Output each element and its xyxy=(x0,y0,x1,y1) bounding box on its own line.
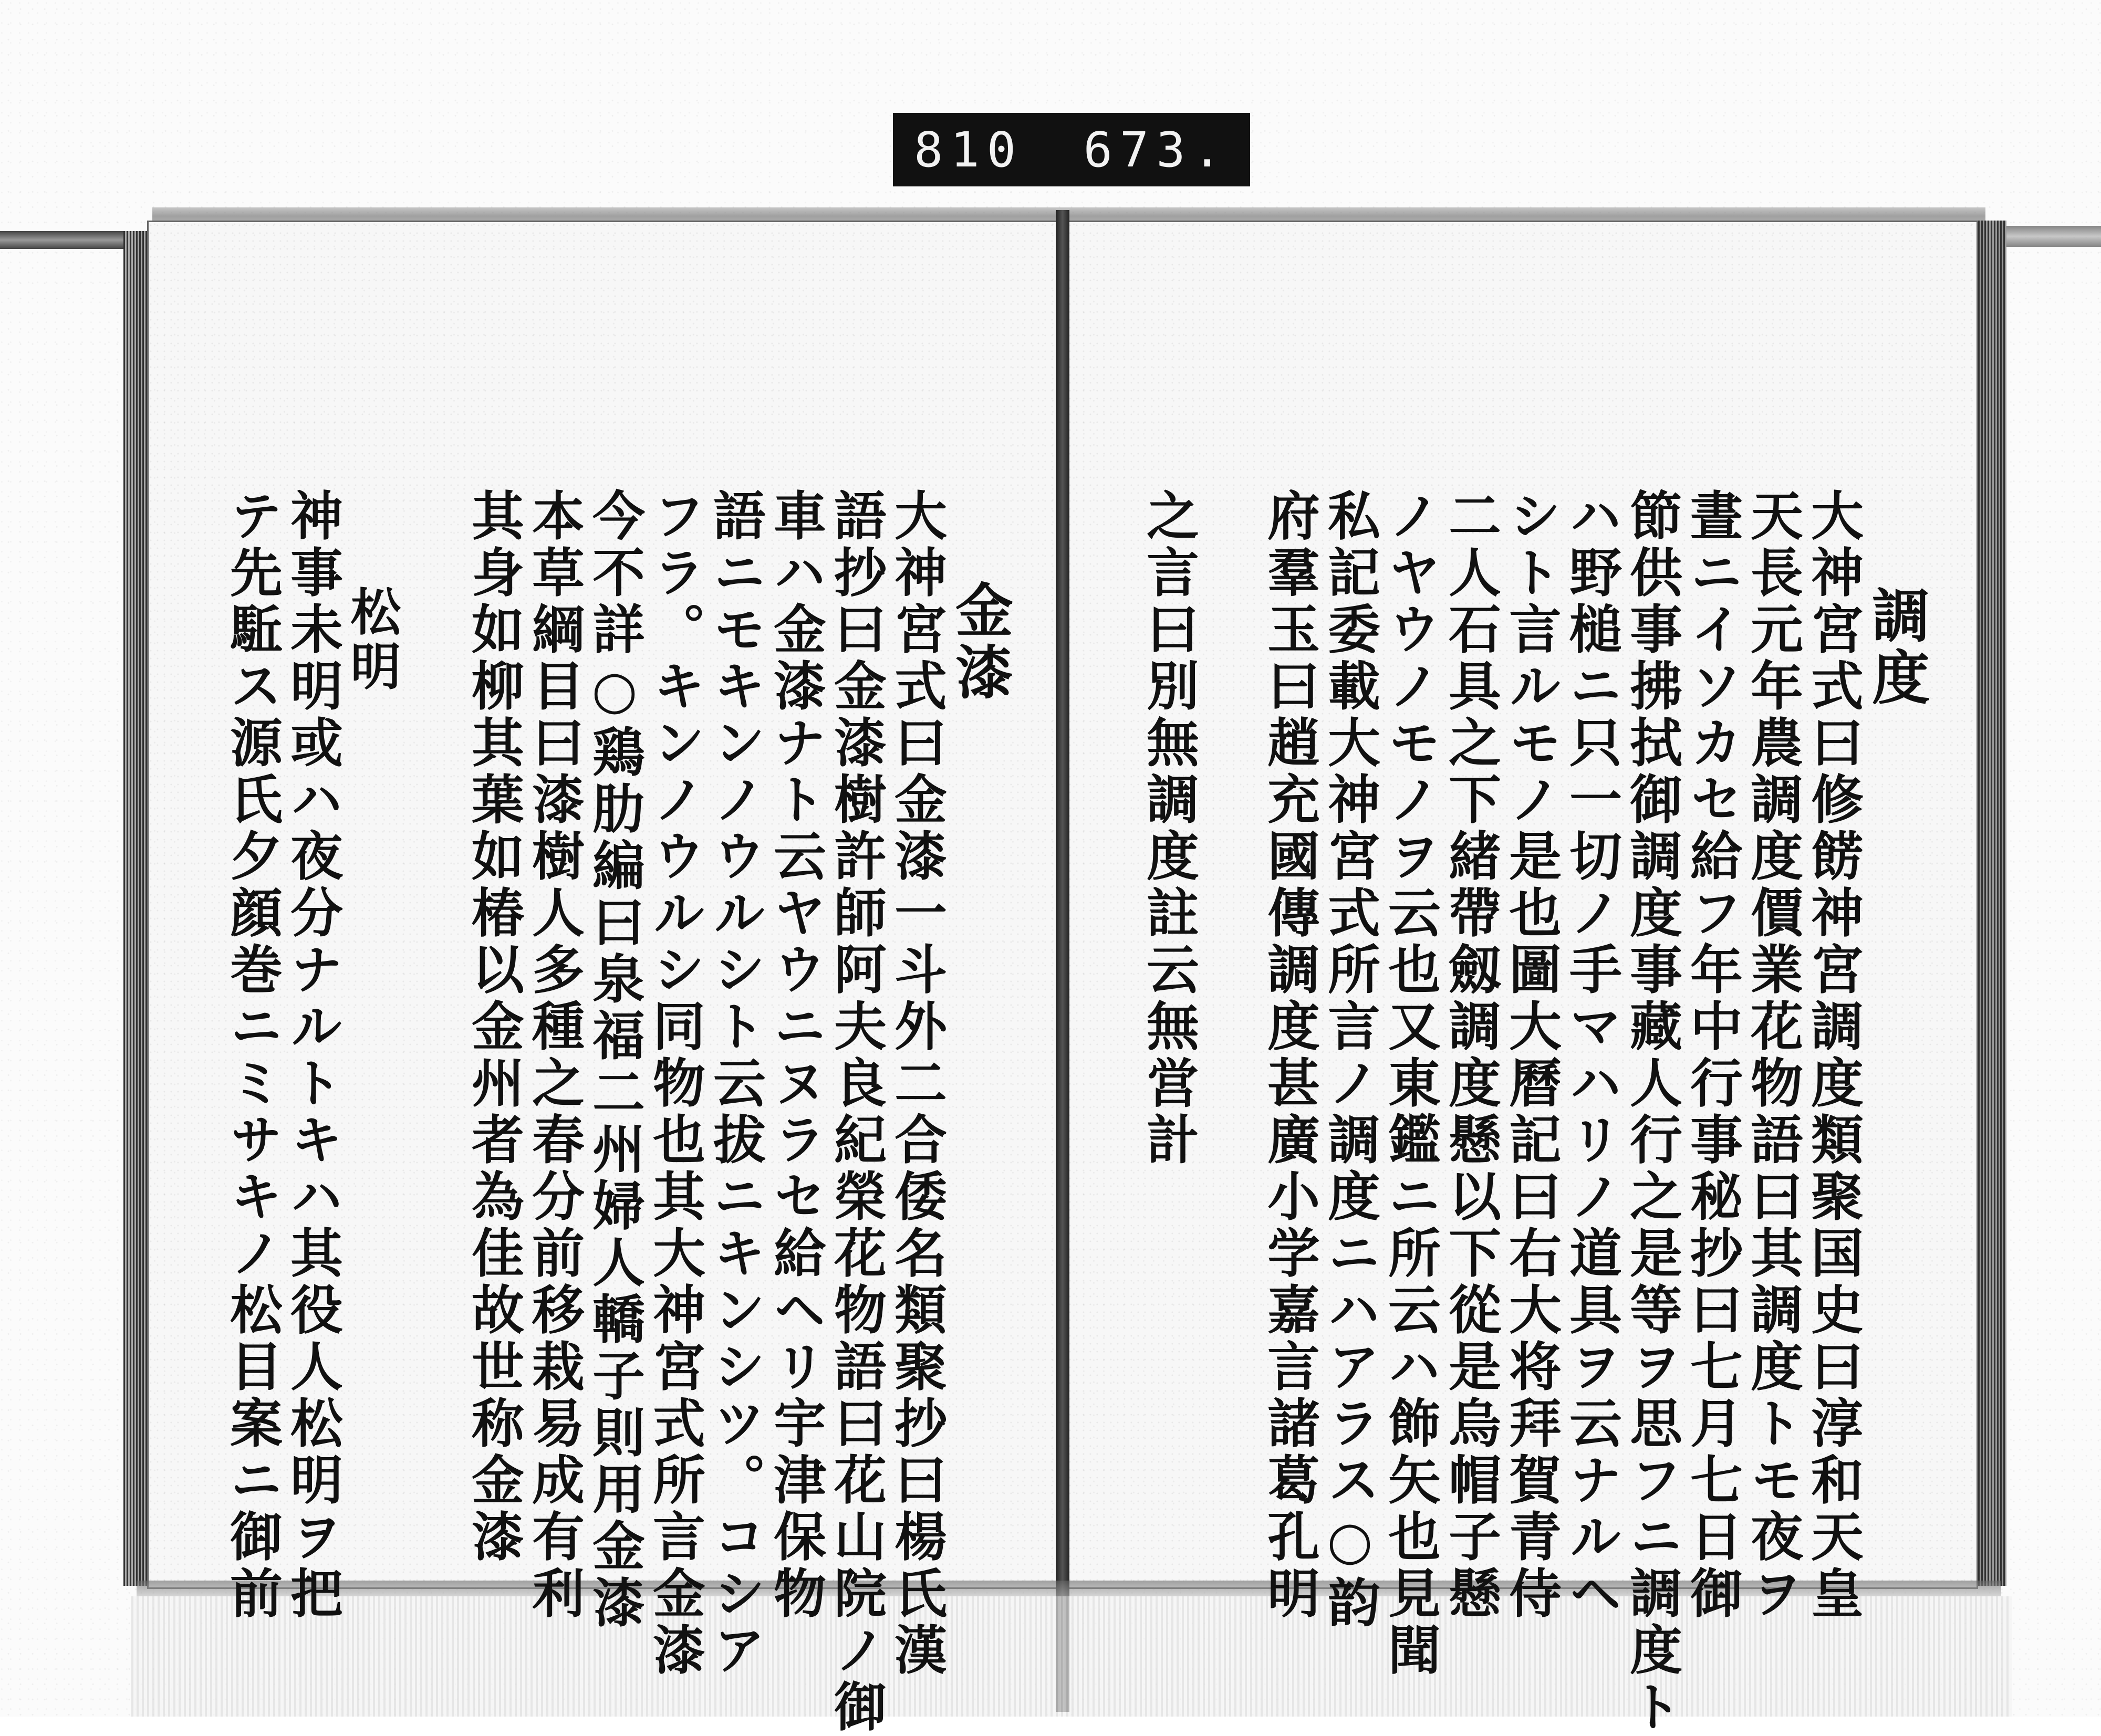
catalog-label xyxy=(893,113,1250,186)
right-page-line: 晝ニイソカセ給フ年中行事秘抄曰七月七日御 xyxy=(1681,488,1743,1623)
left-page-line: 神事未明或ハ夜分ナルトキハ其役人松明ヲ把 xyxy=(282,488,344,1623)
right-page-line: ノヤウノモノヲ云也又東鑑ニ所云ハ飾矢也見聞 xyxy=(1379,488,1441,1679)
page-edge-left xyxy=(123,231,149,1586)
page-edge-right xyxy=(1975,221,2006,1586)
binding-strap-right xyxy=(2006,226,2101,247)
catalog-number-right: 673. xyxy=(1083,121,1229,178)
right-page-line: 大神宮式曰修餝神宮調度類聚国史曰淳和天皇 xyxy=(1802,488,1864,1623)
right-page-heading: 調度 xyxy=(1863,585,1930,709)
left-page-line: 今不詳○鶏肋編曰泉福二州婦人轎子則用金漆 xyxy=(584,488,646,1632)
left-page-line: テ先駈ス源氏夕顔巻ニミサキノ松目案ニ御前 xyxy=(221,488,283,1623)
left-page-line: 其身如柳其葉如椿以金州者為佳故世称金漆 xyxy=(463,488,525,1566)
right-page-line: シト言ルモノ是也圖大曆記曰右大将拜賀青侍 xyxy=(1500,488,1562,1623)
right-page-line: 之言曰別無調度註云無営計 xyxy=(1138,488,1200,1169)
left-page-line: 車ハ金漆ナト云ヤウニヌラセ給ヘリ宇津保物 xyxy=(765,488,827,1623)
left-page-heading: 金漆 xyxy=(946,580,1014,704)
right-page-line: 府羣玉曰趙充國傳調度甚廣小学嘉言諸葛孔明 xyxy=(1258,488,1320,1623)
right-page-line: 天長元年農調度價業花物語曰其調度トモ夜ヲ xyxy=(1742,488,1804,1623)
left-page-subheading: 松明 xyxy=(342,585,402,695)
left-page-line: 語抄曰金漆樹許師阿夫良紀榮花物語曰花山院ノ御 xyxy=(825,488,887,1736)
right-page-line: 私記委載大神宮式所言ノ調度ニハアラス○韵 xyxy=(1319,488,1381,1632)
binding-strap-left xyxy=(0,231,142,249)
right-page-line: 節供事拂拭御調度事藏人行之是等ヲ思フニ調度ト xyxy=(1621,488,1683,1736)
left-page-line: フラ。キンノウルシ同物也其大神宮式所言金漆 xyxy=(644,488,706,1679)
left-page-line: 大神宮式曰金漆一斗外二合倭名類聚抄曰楊氏漢 xyxy=(886,488,948,1679)
book-spine xyxy=(1056,210,1069,1712)
left-page-line: 本草綱目曰漆樹人多種之春分前移栽易成有利 xyxy=(523,488,585,1623)
catalog-number-left: 810 xyxy=(914,121,1024,178)
right-page-line: 二人石具之下緒帶劔調度懸以下從是烏帽子懸 xyxy=(1440,488,1502,1623)
left-page-line: 語ニモキンノウルシト云拔ニキンシツ。コシア xyxy=(704,488,766,1679)
right-page-line: ハ野槌ニ只一切ノ手マハリノ道具ヲ云ナルヘ xyxy=(1561,488,1622,1623)
